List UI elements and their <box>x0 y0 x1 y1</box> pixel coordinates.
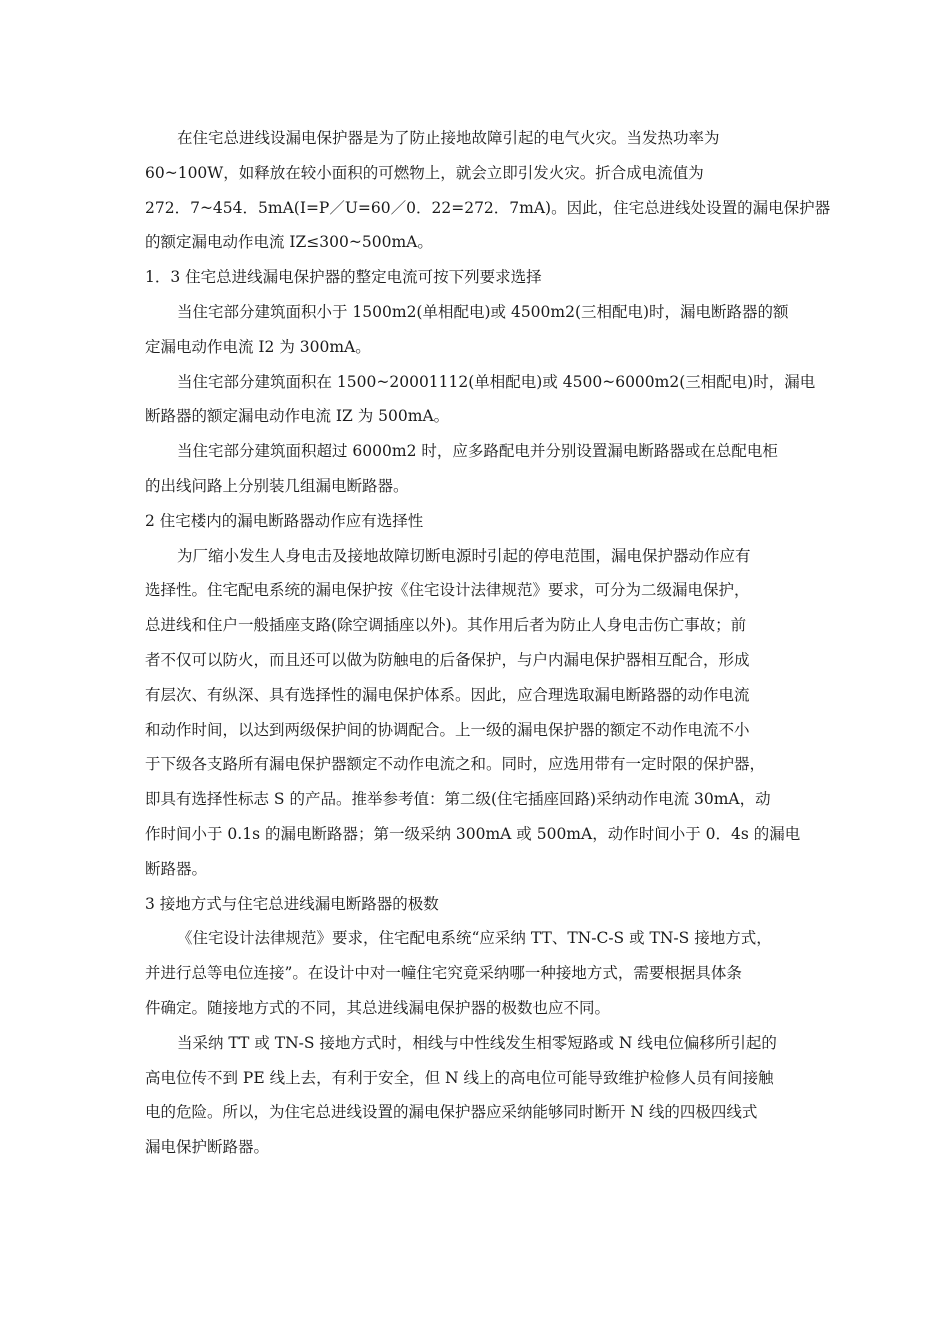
text-line: 当住宅部分建筑面积超过 6000m2 时，应多路配电并分别设置漏电断路器或在总配电柜 <box>177 442 778 461</box>
text-line: 电的危险。所以，为住宅总进线设置的漏电保护器应采纳能够同时断开 N 线的四极四线式 <box>145 1103 758 1122</box>
text-line: 的出线问路上分别装几组漏电断路器。 <box>145 476 409 495</box>
text-line: 当住宅部分建筑面积在 1500~20001112(单相配电)或 4500~6000m2(三相配电)时，漏电 <box>177 372 816 391</box>
text-line: 2 住宅楼内的漏电断路器动作应有选择性 <box>145 511 424 530</box>
text-line: 高电位传不到 PE 线上去，有利于安全，但 N 线上的高电位可能导致维护检修人员有间接触 <box>145 1068 774 1087</box>
text-line: 于下级各支路所有漏电保护器额定不动作电流之和。同时，应选用带有一定时限的保护器， <box>145 755 766 774</box>
text-line: 即具有选择性标志 S 的产品。推举参考值：第二级(住宅插座回路)采纳动作电流 30mA，动 <box>145 790 771 809</box>
text-line: 并进行总等电位连接”。在设计中对一幢住宅究竟采纳哪一种接地方式，需要根据具体条 <box>145 964 742 983</box>
text-line: 件确定。随接地方式的不同，其总进线漏电保护器的极数也应不同。 <box>145 998 611 1017</box>
text-line: 《住宅设计法律规范》要求，住宅配电系统“应采纳 TT、TN-C-S 或 TN-S 接地方式， <box>177 929 772 948</box>
text-line: 断路器。 <box>145 859 208 878</box>
text-line: 作时间小于 0.1s 的漏电断路器；第一级采纳 300mA 或 500mA，动作时间小于 0．4s 的漏电 <box>145 824 801 843</box>
text-line: 漏电保护断路器。 <box>145 1138 270 1157</box>
text-line: 在住宅总进线设漏电保护器是为了防止接地故障引起的电气火灾。当发热功率为 <box>177 129 720 147</box>
text-line: 1．3 住宅总进线漏电保护器的整定电流可按下列要求选择 <box>145 268 542 287</box>
text-line: 当采纳 TT 或 TN-S 接地方式时，相线与中性线发生相零短路或 N 线电位偏移所引起的 <box>177 1033 777 1052</box>
text-line: 60~100W，如释放在较小面积的可燃物上，就会立即引发火灾。折合成电流值为 <box>145 163 704 182</box>
text-line: 的额定漏电动作电流 IZ≤300~500mA。 <box>145 233 433 252</box>
text-line: 3 接地方式与住宅总进线漏电断路器的极数 <box>145 894 439 913</box>
text-line: 定漏电动作电流 I2 为 300mA。 <box>145 337 371 356</box>
text-line: 者不仅可以防火，而且还可以做为防触电的后备保护，与户内漏电保护器相互配合，形成 <box>145 650 750 669</box>
text-line: 为厂缩小发生人身电击及接地故障切断电源时引起的停电范围，漏电保护器动作应有 <box>177 546 751 565</box>
text-line: 有层次、有纵深、具有选择性的漏电保护体系。因此，应合理选取漏电断路器的动作电流 <box>145 685 750 704</box>
text-line: 272．7~454．5mA(I=P／U=60／0．22=272．7mA)。因此，住宅总进线处设置的漏电保护器 <box>145 198 831 217</box>
text-line: 和动作时间，以达到两级保护间的协调配合。上一级的漏电保护器的额定不动作电流不小 <box>145 720 750 739</box>
document-body <box>145 121 831 1165</box>
text-line: 当住宅部分建筑面积小于 1500m2(单相配电)或 4500m2(三相配电)时，漏电断路器的额 <box>177 302 789 321</box>
text-line: 断路器的额定漏电动作电流 IZ 为 500mA。 <box>145 407 450 426</box>
text-line: 选择性。住宅配电系统的漏电保护按《住宅设计法律规范》要求，可分为二级漏电保护， <box>145 581 750 600</box>
text-line: 总进线和住户一般插座支路(除空调插座以外)。其作用后者为防止人身电击伤亡事故；前 <box>145 616 747 635</box>
